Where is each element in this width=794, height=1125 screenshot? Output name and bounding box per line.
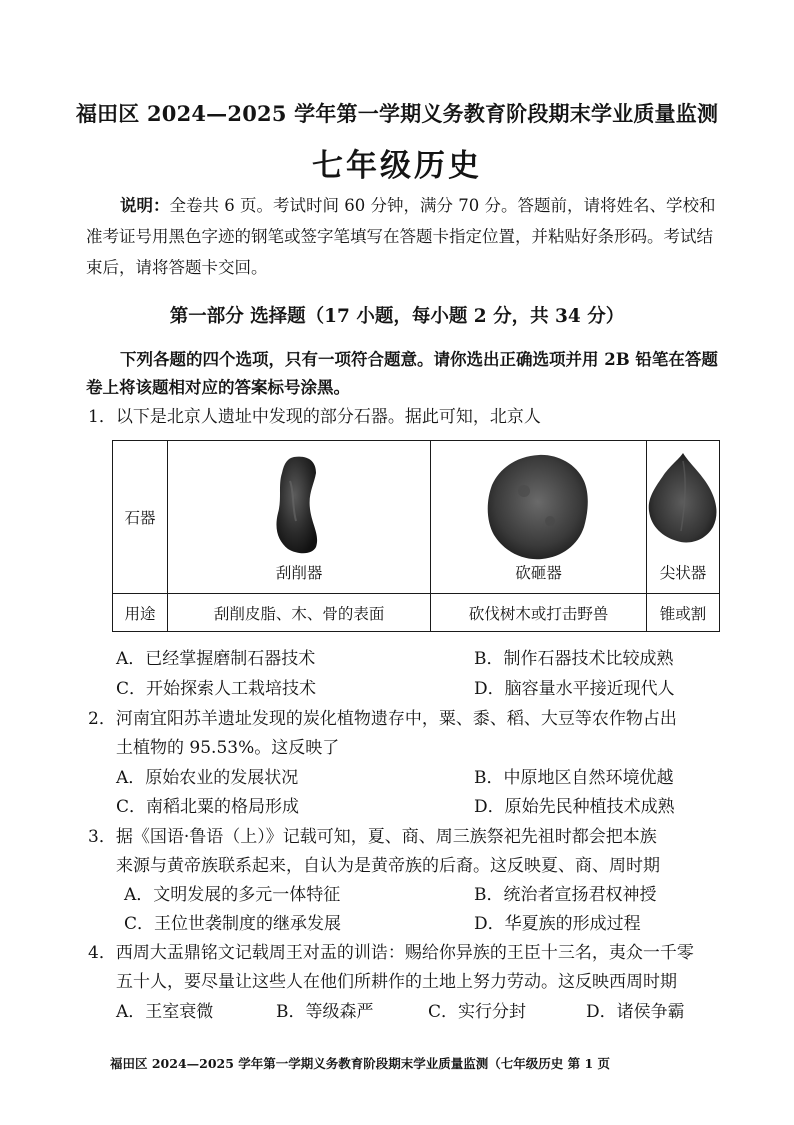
tool-use-scraper: 刮削皮脂、木、骨的表面: [168, 594, 431, 632]
q3-option-d: D．华夏族的形成过程: [474, 914, 641, 934]
exam-instructions: [86, 190, 726, 283]
table-row-label-tools: 石器: [113, 441, 168, 594]
q4-option-c: C．实行分封: [428, 1002, 527, 1022]
question-4-stem-line1: 4．西周大盂鼎铭文记载周王对盂的训诰：赐给你异族的王臣十三名，夷众一千零: [88, 943, 694, 963]
q4-option-a: A．王室衰微: [116, 1002, 214, 1022]
q1-option-c: C．开始探索人工栽培技术: [116, 679, 317, 699]
tool-cell-scraper: [168, 441, 431, 594]
tool-use-point: 锥或割: [647, 594, 720, 632]
section-title: 第一部分 选择题（17 小题，每小题 2 分，共 34 分）: [169, 306, 625, 327]
instructions-text: 全卷共 6 页。考试时间 60 分钟，满分 70 分。答题前，请将姓名、学校和准考证号用黑色字迹的钢笔或签字笔填写在答题卡指定位置，并粘贴好条形码。考试结束后，请将答题卡交回。: [86, 196, 716, 277]
q1-option-b: B．制作石器技术比较成熟: [474, 649, 674, 669]
q3-option-b: B．统治者宣扬君权神授: [474, 885, 657, 905]
tool-name-chopper: 砍砸器: [515, 564, 562, 582]
question-2-stem-line2: 土植物的 95.53%。这反映了: [116, 738, 340, 758]
instructions-label: 说明：: [120, 196, 170, 215]
question-2-stem-line1: 2．河南宜阳苏羊遗址发现的炭化植物遗存中，粟、黍、稻、大豆等农作物占出: [88, 709, 677, 729]
q1-option-a: A．已经掌握磨制石器技术: [116, 649, 316, 669]
section-directions: 下列各题的四个选项，只有一项符合题意。请你选出正确选项并用 2B 铅笔在答题卷上将该题相对应的答案标号涂黑。: [86, 350, 718, 397]
tool-use-chopper: 砍伐树木或打击野兽: [431, 594, 647, 632]
scraper-stone-icon: [264, 451, 334, 561]
q4-option-b: B．等级森严: [276, 1002, 374, 1022]
q2-option-b: B．中原地区自然环境优越: [474, 768, 674, 788]
tool-name-point: 尖状器: [659, 564, 707, 582]
q2-option-d: D．原始先民种植技术成熟: [474, 797, 675, 817]
exam-title: 福田区 2024—2025 学年第一学期义务教育阶段期末学业质量监测: [75, 101, 719, 126]
stone-tools-table: [112, 440, 720, 632]
chopper-stone-icon: [484, 451, 594, 563]
tool-name-scraper: 刮削器: [275, 564, 323, 582]
page-footer: 福田区 2024—2025 学年第一学期义务教育阶段期末学业质量监测（七年级历史 第 1 页: [110, 1056, 611, 1071]
question-3-stem-line1: 3．据《国语·鲁语（上）》记载可知，夏、商、周三族祭祀先祖时都会把本族: [88, 827, 657, 847]
q1-option-d: D．脑容量水平接近现代人: [474, 679, 675, 699]
q2-option-c: C．南稻北粟的格局形成: [116, 797, 300, 817]
tool-cell-chopper: [431, 441, 647, 594]
q3-option-a: A．文明发展的多元一体特征: [124, 885, 341, 905]
question-1-stem: 1．以下是北京人遗址中发现的部分石器。据此可知，北京人: [88, 407, 541, 427]
q2-option-a: A．原始农业的发展状况: [116, 768, 299, 788]
q4-option-d: D．诸侯争霸: [586, 1002, 685, 1022]
table-row-label-use: 用途: [113, 594, 168, 632]
subject-title: 七年级历史: [312, 148, 482, 184]
question-4-stem-line2: 五十人，要尽量让这些人在他们所耕作的土地上努力劳动。这反映西周时期: [116, 972, 677, 992]
question-3-stem-line2: 来源与黄帝族联系起来，自认为是黄帝族的后裔。这反映夏、商、周时期: [116, 856, 660, 876]
q3-option-c: C．王位世袭制度的继承发展: [124, 914, 342, 934]
tool-cell-point: [647, 441, 720, 594]
point-stone-icon: [643, 451, 723, 547]
